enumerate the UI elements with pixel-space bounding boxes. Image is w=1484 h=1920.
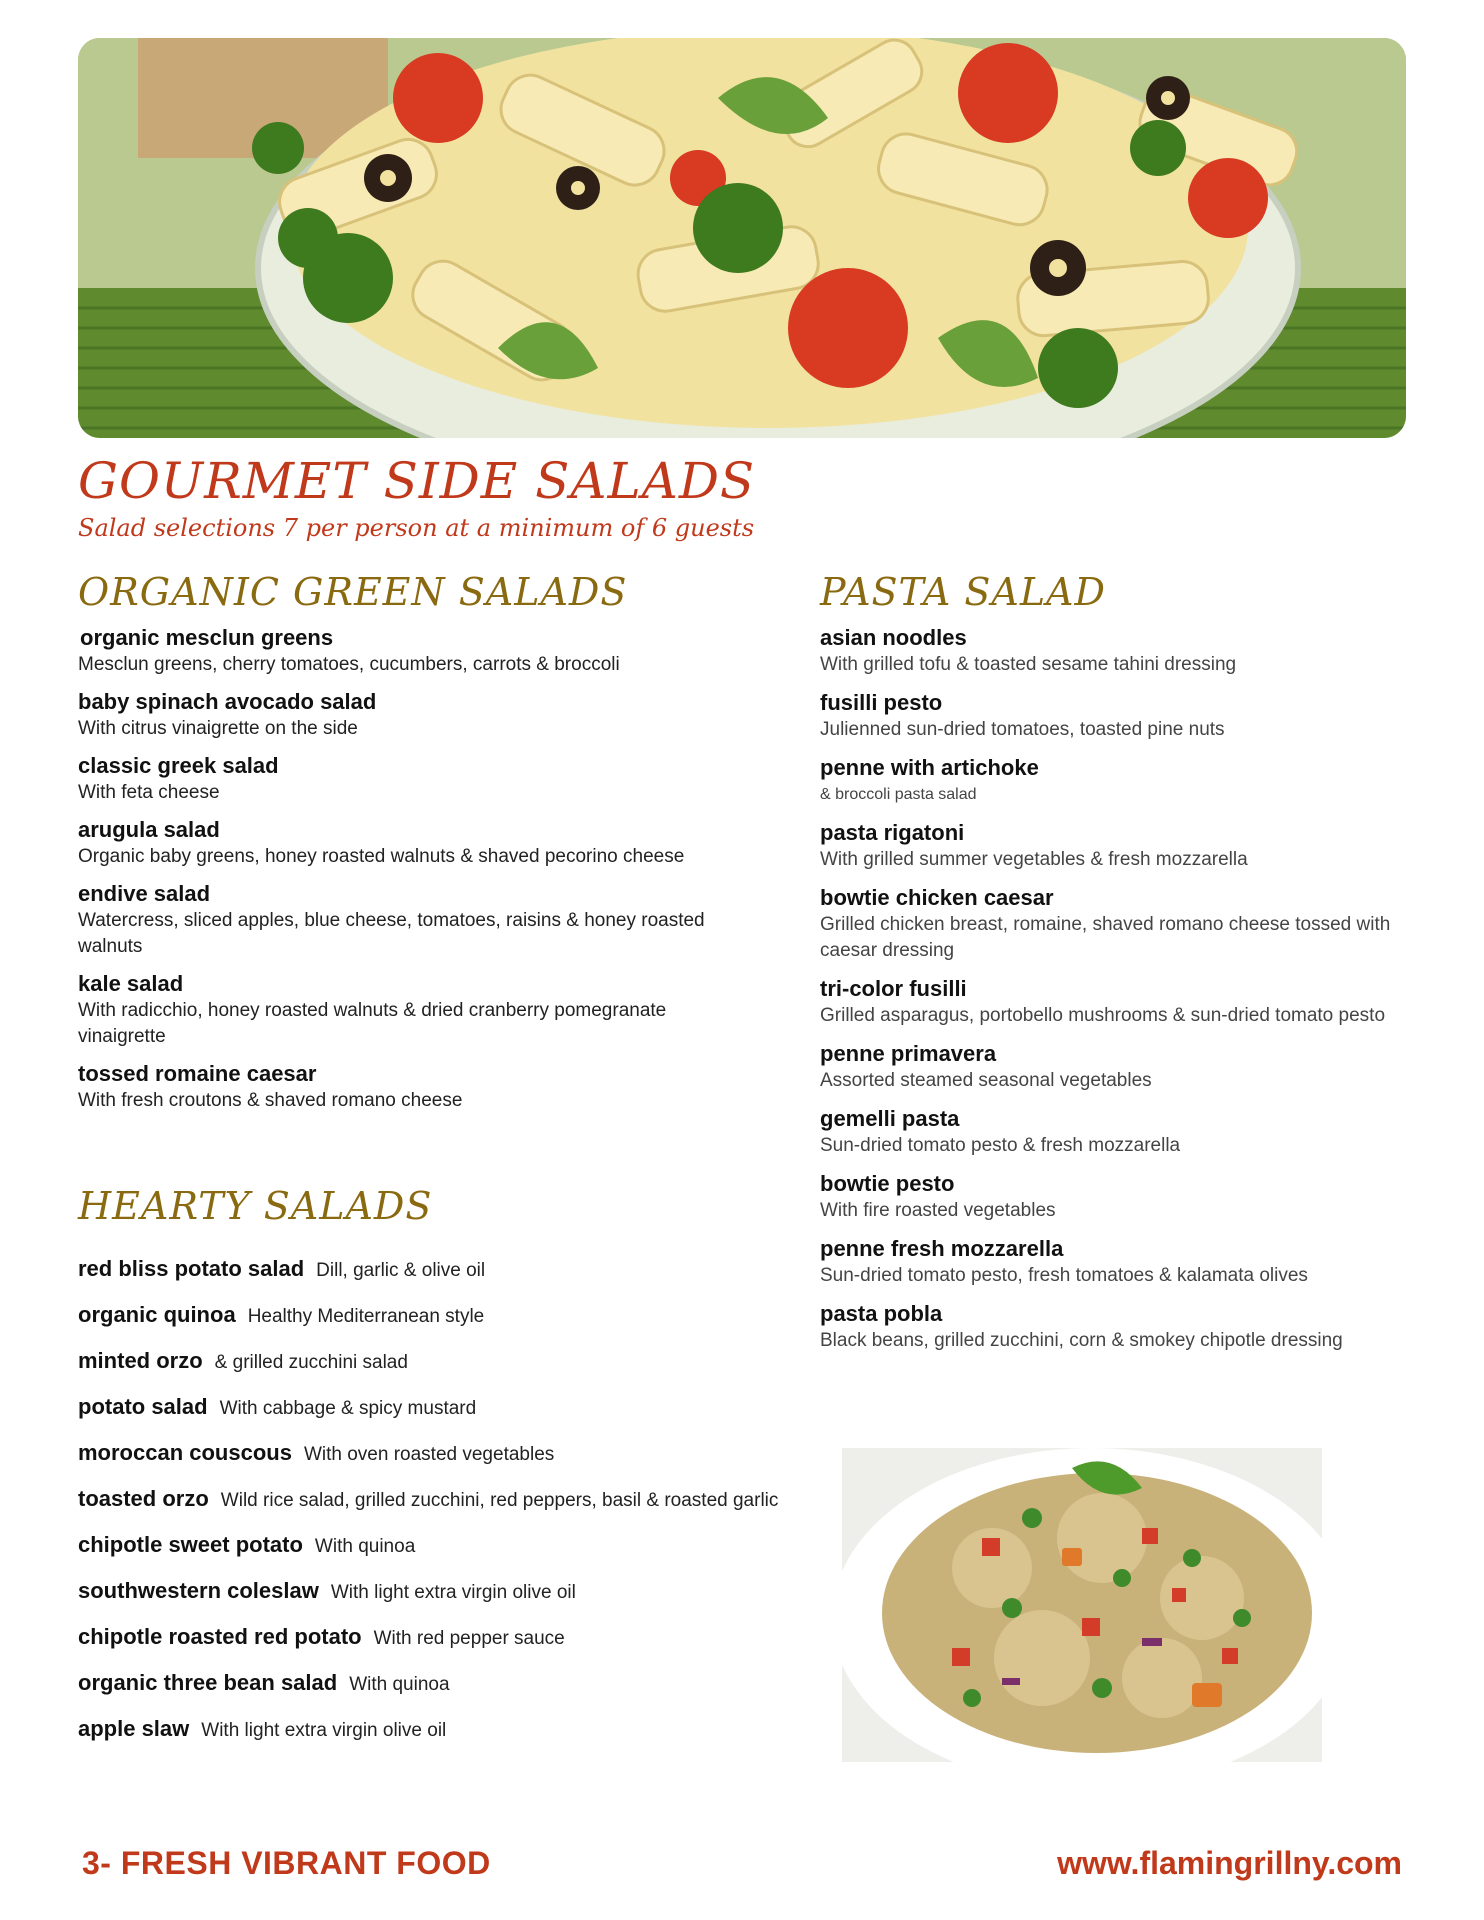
list-item (820, 819, 1430, 873)
list-item (820, 1040, 1430, 1094)
item-name: tossed romaine caesar (78, 1061, 317, 1086)
page-subtitle: Salad selections 7 per person at a minimum of 6 guests (78, 514, 755, 542)
list-item (78, 1347, 818, 1393)
item-description: With radicchio, honey roasted walnuts & dried cranberry pomegranate vinaigrette (78, 1000, 667, 1047)
item-description: Wild rice salad, grilled zucchini, red peppers, basil & roasted garlic (220, 1490, 779, 1511)
list-item (78, 880, 768, 960)
item-description: With quinoa (349, 1674, 450, 1695)
item-description: & broccoli pasta salad (820, 786, 977, 803)
item-name: pasta rigatoni (820, 820, 965, 845)
list-item (820, 975, 1430, 1029)
list-item (820, 1170, 1430, 1224)
item-name: pasta pobla (820, 1301, 943, 1326)
item-description: Black beans, grilled zucchini, corn & smokey chipotle dressing (820, 1330, 1343, 1351)
item-name: toasted orzo (78, 1486, 209, 1511)
list-item (78, 1623, 818, 1669)
item-description: With fresh croutons & shaved romano cheese (78, 1090, 463, 1111)
item-name: minted orzo (78, 1348, 203, 1373)
item-name: southwestern coleslaw (78, 1578, 319, 1603)
list-item (820, 884, 1430, 964)
item-name: classic greek salad (78, 753, 279, 778)
list-item (78, 1669, 818, 1715)
item-name: fusilli pesto (820, 690, 943, 715)
item-description: & grilled zucchini salad (214, 1352, 408, 1373)
item-description: With oven roasted vegetables (303, 1444, 555, 1465)
quinoa-salad-image (842, 1448, 1322, 1762)
list-item (78, 1715, 818, 1761)
list-item (820, 624, 1430, 678)
item-description: With citrus vinaigrette on the side (78, 718, 358, 739)
organic-section-heading: ORGANIC GREEN SALADS (78, 570, 628, 614)
item-name: baby spinach avocado salad (78, 689, 377, 714)
item-description: With grilled summer vegetables & fresh mozzarella (820, 849, 1248, 870)
item-name: apple slaw (78, 1716, 190, 1741)
list-item (78, 752, 768, 806)
item-description: With light extra virgin olive oil (201, 1720, 447, 1741)
item-description: With light extra virgin olive oil (330, 1582, 576, 1603)
quinoa-salad-photo-icon (842, 1448, 1322, 1762)
item-name: penne fresh mozzarella (820, 1236, 1064, 1261)
list-item (820, 1235, 1430, 1289)
item-name: organic quinoa (78, 1302, 236, 1327)
footer-website-link[interactable]: www.flamingrillny.com (1057, 1845, 1402, 1881)
item-name: tri-color fusilli (820, 976, 967, 1001)
page-title: GOURMET SIDE SALADS (78, 452, 756, 510)
pasta-section-heading: PASTA SALAD (820, 570, 1106, 614)
hearty-section-heading: HEARTY SALADS (78, 1184, 433, 1228)
item-name: chipotle roasted red potato (78, 1624, 362, 1649)
item-name: asian noodles (820, 625, 967, 650)
item-name: gemelli pasta (820, 1106, 960, 1131)
item-name: chipotle sweet potato (78, 1532, 303, 1557)
list-item (78, 688, 768, 742)
item-description: With cabbage & spicy mustard (219, 1398, 477, 1419)
item-name: potato salad (78, 1394, 208, 1419)
list-item (78, 1439, 818, 1485)
hearty-salad-list (78, 1255, 818, 1761)
list-item (78, 1255, 818, 1301)
list-item (78, 970, 768, 1050)
footer-tagline: 3- FRESH VIBRANT FOOD (82, 1845, 491, 1881)
pasta-salad-list (820, 624, 1430, 1365)
item-name: red bliss potato salad (78, 1256, 305, 1281)
item-description: With red pepper sauce (373, 1628, 565, 1649)
item-name: penne primavera (820, 1041, 997, 1066)
item-description: With feta cheese (78, 782, 220, 803)
item-description: Dill, garlic & olive oil (316, 1260, 486, 1281)
item-name: organic mesclun greens (80, 625, 334, 650)
list-item (78, 1393, 818, 1439)
item-description: Sun-dried tomato pesto, fresh tomatoes & kalamata olives (820, 1265, 1308, 1286)
item-description: With fire roasted vegetables (820, 1200, 1056, 1221)
organic-salad-list (78, 624, 768, 1124)
list-item (820, 1105, 1430, 1159)
list-item (78, 816, 768, 870)
item-name: arugula salad (78, 817, 220, 842)
item-name: organic three bean salad (78, 1670, 338, 1695)
item-description: Organic baby greens, honey roasted walnuts & shaved pecorino cheese (78, 846, 685, 867)
list-item (78, 1301, 818, 1347)
item-description: Sun-dried tomato pesto & fresh mozzarella (820, 1135, 1181, 1156)
list-item (78, 1485, 818, 1531)
hero-pasta-salad-image (78, 38, 1406, 438)
list-item (78, 1060, 768, 1114)
list-item (78, 1577, 818, 1623)
list-item (820, 754, 1430, 808)
item-description: Julienned sun-dried tomatoes, toasted pine nuts (820, 719, 1225, 740)
list-item (78, 624, 768, 678)
item-description: Grilled chicken breast, romaine, shaved romano cheese tossed with caesar dressing (820, 914, 1391, 961)
item-name: bowtie pesto (820, 1171, 955, 1196)
pasta-salad-photo-icon (78, 38, 1406, 438)
list-item (78, 1531, 818, 1577)
item-description: Healthy Mediterranean style (247, 1306, 485, 1327)
item-name: kale salad (78, 971, 184, 996)
list-item (820, 1300, 1430, 1354)
item-name: endive salad (78, 881, 211, 906)
item-description: Mesclun greens, cherry tomatoes, cucumbers, carrots & broccoli (78, 654, 620, 675)
item-description: Assorted steamed seasonal vegetables (820, 1070, 1152, 1091)
item-description: With grilled tofu & toasted sesame tahini dressing (820, 654, 1237, 675)
item-name: bowtie chicken caesar (820, 885, 1054, 910)
item-description: Grilled asparagus, portobello mushrooms & sun-dried tomato pesto (820, 1005, 1386, 1026)
list-item (820, 689, 1430, 743)
item-description: With quinoa (314, 1536, 416, 1557)
item-description: Watercress, sliced apples, blue cheese, tomatoes, raisins & honey roasted walnuts (78, 910, 705, 957)
item-name: moroccan couscous (78, 1440, 292, 1465)
item-name: penne with artichoke (820, 755, 1039, 780)
